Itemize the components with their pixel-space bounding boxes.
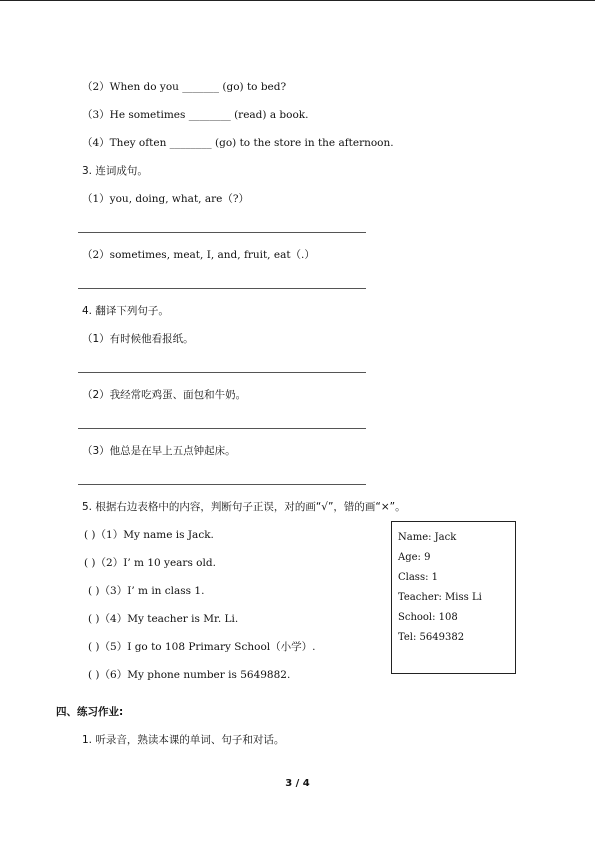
answer-line <box>78 232 366 233</box>
judge-item: ( )（1）My name is Jack. <box>84 529 214 541</box>
info-age: Age: 9 <box>398 552 431 563</box>
fill-blank-item: （3）He sometimes ________ (read) a book. <box>82 109 309 121</box>
answer-line <box>78 288 366 289</box>
judge-item: ( )（5）I go to 108 Primary School（小学）. <box>88 641 316 653</box>
judge-item: ( )（2）I’ m 10 years old. <box>84 557 216 569</box>
info-class: Class: 1 <box>398 572 438 583</box>
info-name: Name: Jack <box>398 532 457 543</box>
reorder-item: （2）sometimes, meat, I, and, fruit, eat（.） <box>82 249 315 261</box>
homework-heading: 四、练习作业: <box>56 706 124 718</box>
translate-item: （1）有时候他看报纸。 <box>82 333 194 345</box>
judge-item: ( )（3）I’ m in class 1. <box>88 585 205 597</box>
answer-line <box>78 372 366 373</box>
info-teacher: Teacher: Miss Li <box>398 592 482 603</box>
section-4-title: 4. 翻译下列句子。 <box>82 305 169 317</box>
fill-blank-item: （2）When do you _______ (go) to bed? <box>82 81 287 93</box>
page-number: 3 / 4 <box>285 778 310 789</box>
section-5-title: 5. 根据右边表格中的内容，判断句子正误，对的画“√”，错的画“×”。 <box>82 501 406 513</box>
judge-item: ( )（6）My phone number is 5649882. <box>88 669 291 681</box>
info-card <box>391 521 516 674</box>
info-school: School: 108 <box>398 612 458 623</box>
judge-item: ( )（4）My teacher is Mr. Li. <box>88 613 239 625</box>
answer-line <box>78 428 366 429</box>
answer-line <box>78 484 366 485</box>
page-top-border <box>0 0 595 1</box>
homework-item: 1. 听录音，熟读本课的单词、句子和对话。 <box>82 734 285 746</box>
translate-item: （3）他总是在早上五点钟起床。 <box>82 445 236 457</box>
translate-item: （2）我经常吃鸡蛋、面包和牛奶。 <box>82 389 247 401</box>
reorder-item: （1）you, doing, what, are（?） <box>82 193 249 205</box>
fill-blank-item: （4）They often ________ (go) to the store in the afternoon. <box>82 137 394 149</box>
info-tel: Tel: 5649382 <box>398 632 465 643</box>
section-3-title: 3. 连词成句。 <box>82 165 148 177</box>
